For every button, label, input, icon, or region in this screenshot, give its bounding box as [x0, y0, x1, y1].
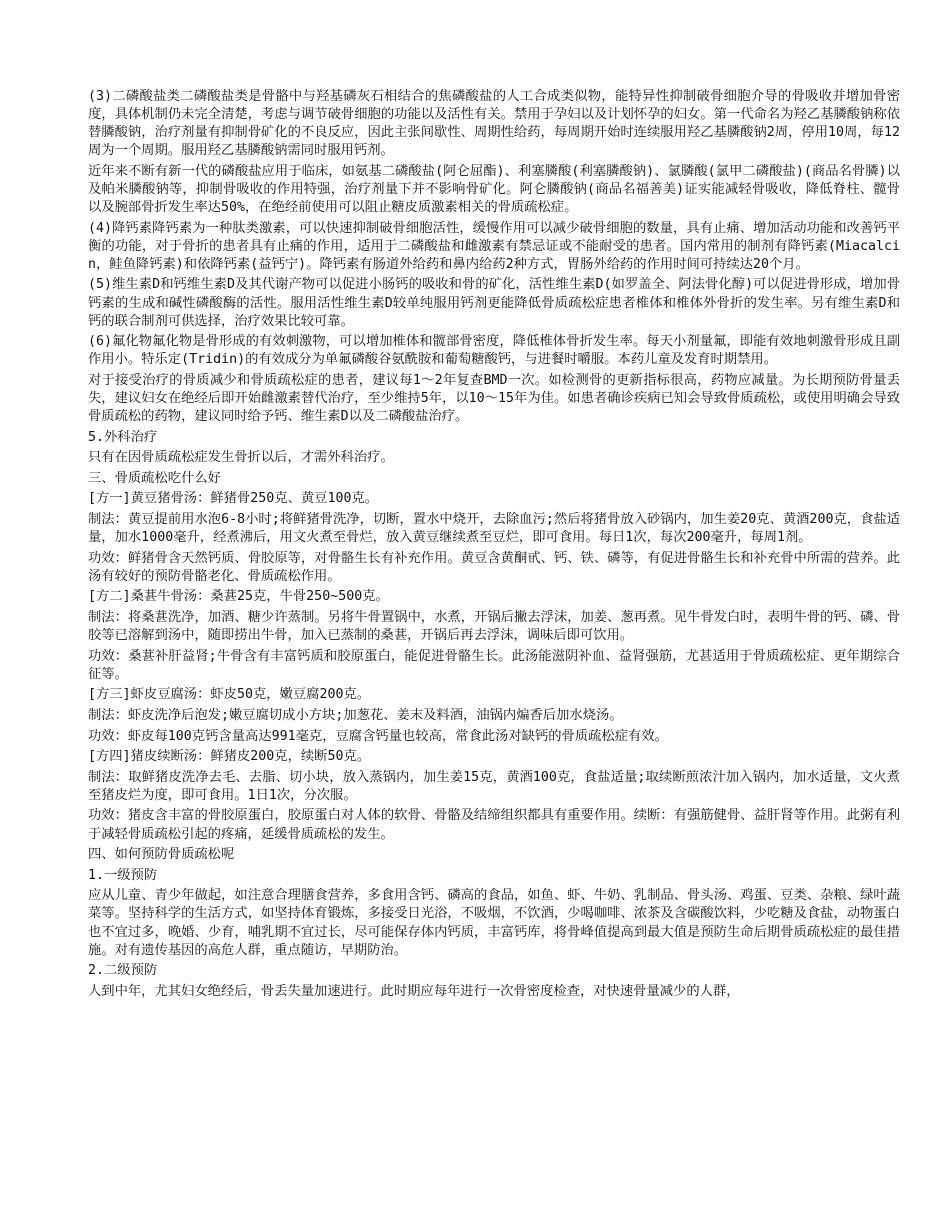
recipe-3-title: [方三]虾皮豆腐汤：虾皮50克，嫩豆腐200克。 — [88, 687, 371, 703]
recipe-3-method: 制法：虾皮洗净后泡发;嫩豆腐切成小方块;加葱花、姜末及料酒，油锅内煸香后加水烧汤。 — [88, 708, 623, 723]
paragraph-bisphosphonates: (3)二磷酸盐类二磷酸盐类是骨骼中与羟基磷灰石相结合的焦磷酸盐的人工合成类似物，能特异性抑制破骨细胞介导的骨吸收并增加骨密度，具体机制仍未完全清楚，考虑与调节破骨细胞的功能以及活性有关。禁用于孕妇以及计划怀孕的妇女。第一代命名为羟乙基膦酸钠称依替膦酸钠，治疗剂量有抑制骨矿化的不良反应，因此主张间歇性、周期性给药，每周期开始时连续服用羟乙基膦酸钠2周，停用10周，每12周为一个周期。服用羟乙基膦酸钠需同时服用钙剂。 — [88, 89, 900, 159]
heading-surgery: 5.外科治疗 — [88, 429, 158, 445]
paragraph-secondary-prevention: 人到中年，尤其妇女绝经后，骨丢失量加速进行。此时期应每年进行一次骨密度检查，对快速骨量减少的人群， — [88, 983, 740, 999]
paragraph-surgery: 只有在因骨质疏松症发生骨折以后，才需外科治疗。 — [88, 450, 394, 466]
paragraph-follow-up: 对于接受治疗的骨质减少和骨质疏松症的患者，建议每1～2年复查BMD一次。如检测骨的更新指标很高，药物应减量。为长期预防骨量丢失，建议妇女在绝经后即开始雌激素替代治疗，至少维持5年，以10～15年为佳。如患者确诊疾病已知会导致骨质疏松，或使用明确会导致骨质疏松的药物，建议同时给予钙、维生素D以及二磷酸盐治疗。 — [88, 372, 900, 425]
recipe-2-title: [方二]桑葚牛骨汤：桑葚25克，牛骨250~500克。 — [88, 589, 389, 605]
paragraph-primary-prevention: 应从儿童、青少年做起，如注意合理膳食营养，多食用含钙、磷高的食品，如鱼、虾、牛奶、乳制品、骨头汤、鸡蛋、豆类、杂粮、绿叶蔬菜等。坚持科学的生活方式，如坚持体育锻炼，多接受日光浴，不吸烟，不饮酒，少喝咖啡、浓茶及含碳酸饮料，少吃糖及食盐，动物蛋白也不宜过多，晚婚、少育，哺乳期不宜过长，尽可能保存体内钙质，丰富钙库，将骨峰值提高到最大值是预防生命后期骨质疏松症的最佳措施。对有遗传基因的高危人群，重点随访，早期防治。 — [88, 888, 900, 958]
paragraph-new-bisphosphonates: 近年来不断有新一代的磷酸盐应用于临床，如氨基二磷酸盐(阿仑屈酯)、利塞膦酸(利塞膦酸钠)、氯膦酸(氯甲二磷酸盐)(商品名骨膦)以及帕米膦酸钠等，抑制骨吸收的作用特强，治疗剂量下并不影响骨矿化。阿仑膦酸钠(商品名福善美)证实能减轻骨吸收，降低脊柱、髋骨以及腕部骨折发生率达50%，在绝经前使用可以阻止糖皮质激素相关的骨质疏松症。 — [88, 163, 900, 216]
paragraph-vitamin-d: (5)维生素D和钙维生素D及其代谢产物可以促进小肠钙的吸收和骨的矿化，活性维生素D(如罗盖全、阿法骨化醇)可以促进骨形成，增加骨钙素的生成和碱性磷酸酶的活性。服用活性维生素D较单纯服用钙剂更能降低骨质疏松症患者椎体和椎体外骨折的发生率。另有维生素D和钙的联合制剂可供选择，治疗效果比较可靠。 — [88, 277, 900, 329]
recipe-3-effect: 功效：虾皮每100克钙含量高达991毫克，豆腐含钙量也较高，常食此汤对缺钙的骨质疏松症有效。 — [88, 728, 668, 744]
document-page — [88, 88, 900, 1003]
recipe-4-title: [方四]猪皮续断汤：鲜猪皮200克，续断50克。 — [88, 749, 371, 765]
paragraph-fluoride: (6)氟化物氟化物是骨形成的有效刺激物，可以增加椎体和髋部骨密度，降低椎体骨折发生率。每天小剂量氟，即能有效地刺激骨形成且副作用小。特乐定(Tridin)的有效成分为单氟磷酸谷氨酰胺和葡萄糖酸钙，与进餐时嚼服。本药儿童及发育时期禁用。 — [88, 334, 900, 368]
recipe-1-title: [方一]黄豆猪骨汤：鲜猪骨250克、黄豆100克。 — [88, 491, 379, 507]
heading-prevention: 四、如何预防骨质疏松呢 — [88, 847, 235, 863]
recipe-2-effect: 功效：桑葚补肝益肾;牛骨含有丰富钙质和胶原蛋白，能促进骨骼生长。此汤能滋阴补血、益肾强筋，尤甚适用于骨质疏松症、更年期综合征等。 — [88, 648, 900, 682]
recipe-1-method: 制法：黄豆提前用水泡6-8小时;将鲜猪骨洗净，切断，置水中烧开，去除血污;然后将猪骨放入砂锅内，加生姜20克、黄酒200克，食盐适量，加水1000毫升，经煮沸后，用文火煮至骨烂，放入黄豆继续煮至豆烂，即可食用。每日1次，每次200毫升，每周1剂。 — [88, 512, 900, 546]
heading-diet: 三、骨质疏松吃什么好 — [88, 470, 221, 486]
paragraph-calcitonin: (4)降钙素降钙素为一种肽类激素，可以快速抑制破骨细胞活性，缓慢作用可以减少破骨细胞的数量，具有止痛、增加活动功能和改善钙平衡的功能，对于骨折的患者具有止痛的作用，适用于二磷酸盐和雌激素有禁忌证或不能耐受的患者。国内常用的制剂有降钙素(Miacalcin，鲑鱼降钙素)和依降钙素(益钙宁)。降钙素有肠道外给药和鼻内给药2种方式，胃肠外给药的作用时间可持续达20个月。 — [88, 220, 900, 272]
heading-primary-prevention: 1.一级预防 — [88, 867, 158, 883]
recipe-2-method: 制法：将桑葚洗净，加酒、糖少许蒸制。另将牛骨置锅中，水煮，开锅后撇去浮沫，加姜、葱再煮。见牛骨发白时，表明牛骨的钙、磷、骨胶等已溶解到汤中，随即捞出牛骨，加入已蒸制的桑葚，开锅后再去浮沫，调味后即可饮用。 — [88, 610, 900, 644]
recipe-1-effect: 功效：鲜猪骨含天然钙质、骨胶原等，对骨骼生长有补充作用。黄豆含黄酮甙、钙、铁、磷等，有促进骨骼生长和补充骨中所需的营养。此汤有较好的预防骨骼老化、骨质疏松作用。 — [88, 550, 900, 584]
recipe-4-effect: 功效：猪皮含丰富的骨胶原蛋白，胶原蛋白对人体的软骨、骨骼及结缔组织都具有重要作用。续断：有强筋健骨、益肝肾等作用。此粥有利于减轻骨质疏松引起的疼痛，延缓骨质疏松的发生。 — [88, 808, 900, 842]
heading-secondary-prevention: 2.二级预防 — [88, 963, 158, 979]
recipe-4-method: 制法：取鲜猪皮洗净去毛、去脂、切小块，放入蒸锅内，加生姜15克，黄酒100克，食盐适量;取续断煎浓汁加入锅内，加水适量，文火煮至猪皮烂为度，即可食用。1日1次，分次服。 — [88, 769, 900, 803]
